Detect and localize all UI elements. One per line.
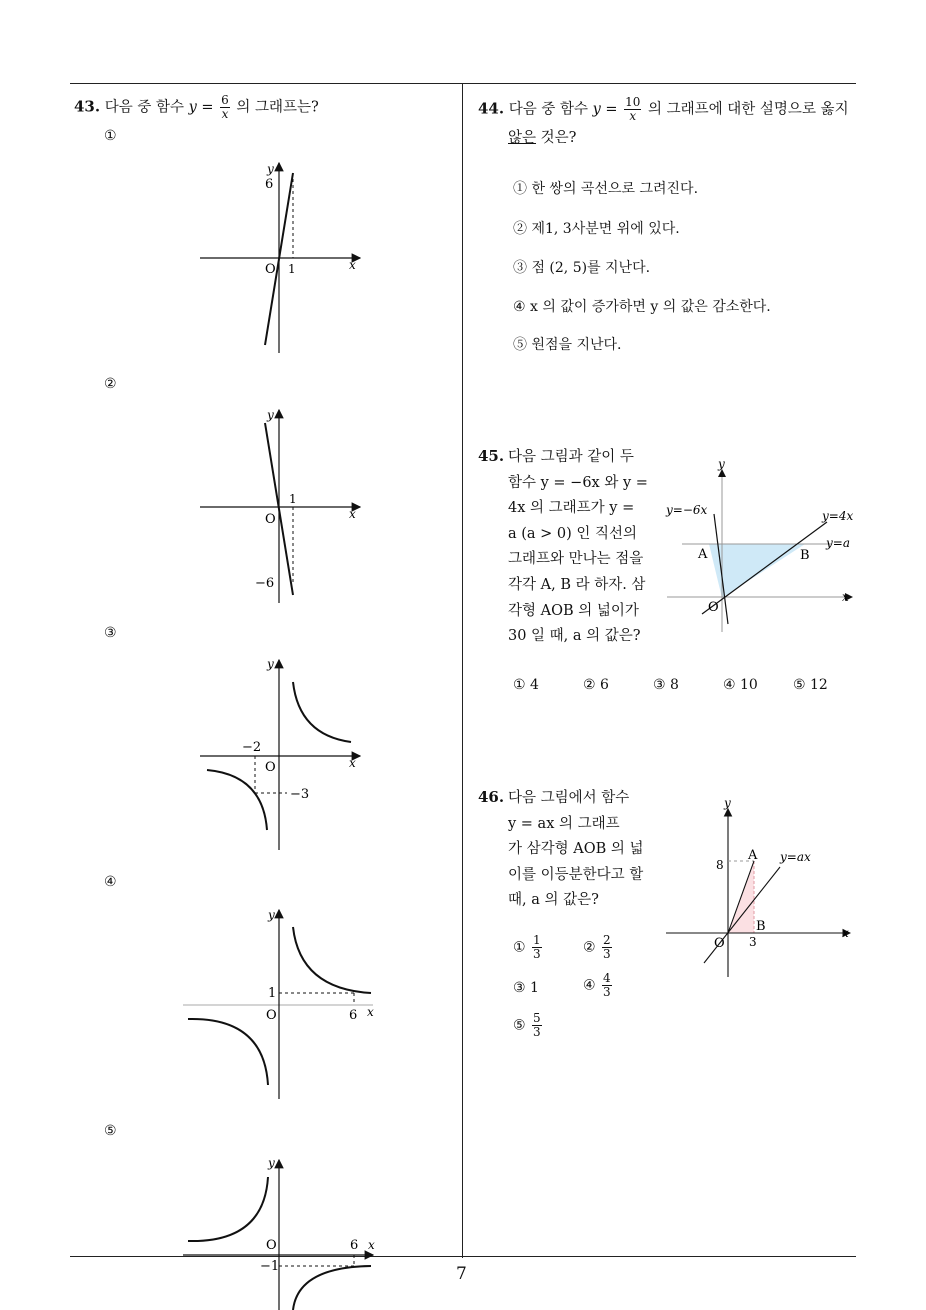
- q43-choice-5[interactable]: ⑤: [104, 1123, 117, 1139]
- svg-text:−1: −1: [260, 1259, 280, 1274]
- column-divider: [462, 83, 463, 1258]
- top-rule: [70, 83, 856, 84]
- svg-text:y: y: [267, 657, 274, 671]
- q43-fraction: $\frac{6}{x}$: [221, 93, 229, 121]
- q44-fraction: $\frac{10}{x}$: [625, 95, 641, 123]
- svg-text:y: y: [268, 908, 275, 922]
- q43-choice-2[interactable]: ②: [104, 376, 117, 392]
- q43-graph-3: [195, 655, 370, 855]
- q43-graph-1: [195, 155, 370, 360]
- svg-text:O: O: [708, 600, 719, 615]
- svg-text:1: 1: [268, 986, 277, 1001]
- svg-text:B: B: [800, 548, 810, 563]
- origin-label: O: [265, 262, 276, 277]
- q44-number: 44.: [478, 99, 505, 118]
- q43-graph-4: [178, 905, 378, 1105]
- svg-text:A: A: [748, 848, 758, 863]
- svg-text:−2: −2: [242, 740, 262, 755]
- x-axis-label: x: [349, 258, 356, 272]
- svg-text:x: x: [842, 590, 849, 604]
- q46-option-4[interactable]: ④ $\frac{4}{3}$: [583, 971, 611, 999]
- q44-option-5[interactable]: ⑤ 원점을 지난다.: [513, 337, 622, 353]
- q45-option-1[interactable]: ① 4: [513, 677, 539, 693]
- svg-text:−3: −3: [290, 787, 310, 802]
- q46-option-1[interactable]: ① $\frac{1}{3}$: [513, 933, 541, 961]
- svg-text:y: y: [267, 408, 274, 422]
- q45-option-3[interactable]: ③ 8: [653, 677, 679, 693]
- svg-text:O: O: [266, 1238, 277, 1253]
- q43-choice-3[interactable]: ③: [104, 625, 117, 641]
- svg-text:1: 1: [289, 492, 297, 506]
- svg-text:A: A: [698, 547, 708, 562]
- svg-text:y: y: [268, 1156, 275, 1170]
- q44-option-3[interactable]: ③ 점 (2, 5)를 지난다.: [513, 260, 651, 276]
- q43-question: 43. 다음 중 함수 y = $\frac{6}{x}$ 의 그래프는?: [74, 93, 319, 121]
- q46-option-2[interactable]: ② $\frac{2}{3}$: [583, 933, 611, 961]
- svg-text:6: 6: [349, 1008, 358, 1023]
- svg-text:y: y: [724, 796, 731, 810]
- svg-text:B: B: [756, 919, 766, 934]
- q43-choice-4[interactable]: ④: [104, 874, 117, 890]
- svg-text:y: y: [718, 457, 725, 471]
- svg-text:3: 3: [749, 935, 757, 949]
- svg-text:y=4x: y=4x: [822, 509, 854, 523]
- q46-text: 다음 그림에서 함수 y = ax 의 그래프 가 삼각형 AOB 의 넓 이를 이등분한다고 할 때, a 의 값은?: [508, 790, 644, 909]
- x-tick-label: 1: [288, 262, 296, 276]
- svg-text:x: x: [368, 1238, 375, 1252]
- q43-number: 43.: [74, 97, 101, 116]
- y-axis-label: y: [267, 162, 274, 176]
- q45-text: 다음 그림과 같이 두 함수 y = −6x 와 y = 4x 의 그래프가 y = a (a > 0) 인 직선의 그래프와 만나는 점을 각각 A, B 라 하자. 삼 각형 AOB 의 넓이가 30 일 때, a 의 값은?: [508, 449, 648, 645]
- svg-text:8: 8: [716, 858, 724, 872]
- q44-option-2[interactable]: ② 제1, 3사분면 위에 있다.: [513, 221, 680, 237]
- q44-question: 44. 다음 중 함수 y = $\frac{10}{x}$ 의 그래프에 대한 설명으로 옳지: [478, 95, 849, 123]
- q45-number: 45.: [478, 447, 505, 465]
- q45-option-4[interactable]: ④ 10: [723, 677, 758, 693]
- svg-text:O: O: [266, 1008, 277, 1023]
- svg-text:x: x: [349, 756, 356, 770]
- q46-number: 46.: [478, 788, 505, 806]
- y-tick-label: 6: [265, 177, 274, 192]
- q44-question-line2: 않은 것은?: [508, 130, 577, 146]
- q46-option-3[interactable]: ③ 1: [513, 980, 539, 996]
- svg-text:y=ax: y=ax: [780, 850, 811, 864]
- q44-option-1[interactable]: ① 한 쌍의 곡선으로 그려진다.: [513, 181, 699, 197]
- q45-option-2[interactable]: ② 6: [583, 677, 609, 693]
- svg-text:O: O: [265, 512, 276, 527]
- q46-option-5[interactable]: ⑤ $\frac{5}{3}$: [513, 1011, 541, 1039]
- q43-graph-5: [178, 1155, 378, 1310]
- svg-text:x: x: [349, 507, 356, 521]
- svg-text:6: 6: [350, 1238, 359, 1253]
- q43-graph-2: [195, 405, 370, 610]
- svg-text:x: x: [842, 926, 849, 940]
- svg-text:O: O: [714, 936, 725, 951]
- page-number: 7: [456, 1264, 467, 1284]
- q45-figure: [662, 452, 862, 637]
- svg-text:−6: −6: [255, 576, 275, 591]
- q45-option-5[interactable]: ⑤ 12: [793, 677, 828, 693]
- svg-text:O: O: [265, 760, 276, 775]
- svg-text:y=a: y=a: [826, 536, 850, 550]
- svg-text:y=−6x: y=−6x: [666, 503, 708, 517]
- q46-figure: [662, 795, 857, 985]
- svg-text:x: x: [367, 1005, 374, 1019]
- q44-option-4[interactable]: ④ x 의 값이 증가하면 y 의 값은 감소한다.: [513, 299, 771, 315]
- q43-choice-1[interactable]: ①: [104, 128, 117, 144]
